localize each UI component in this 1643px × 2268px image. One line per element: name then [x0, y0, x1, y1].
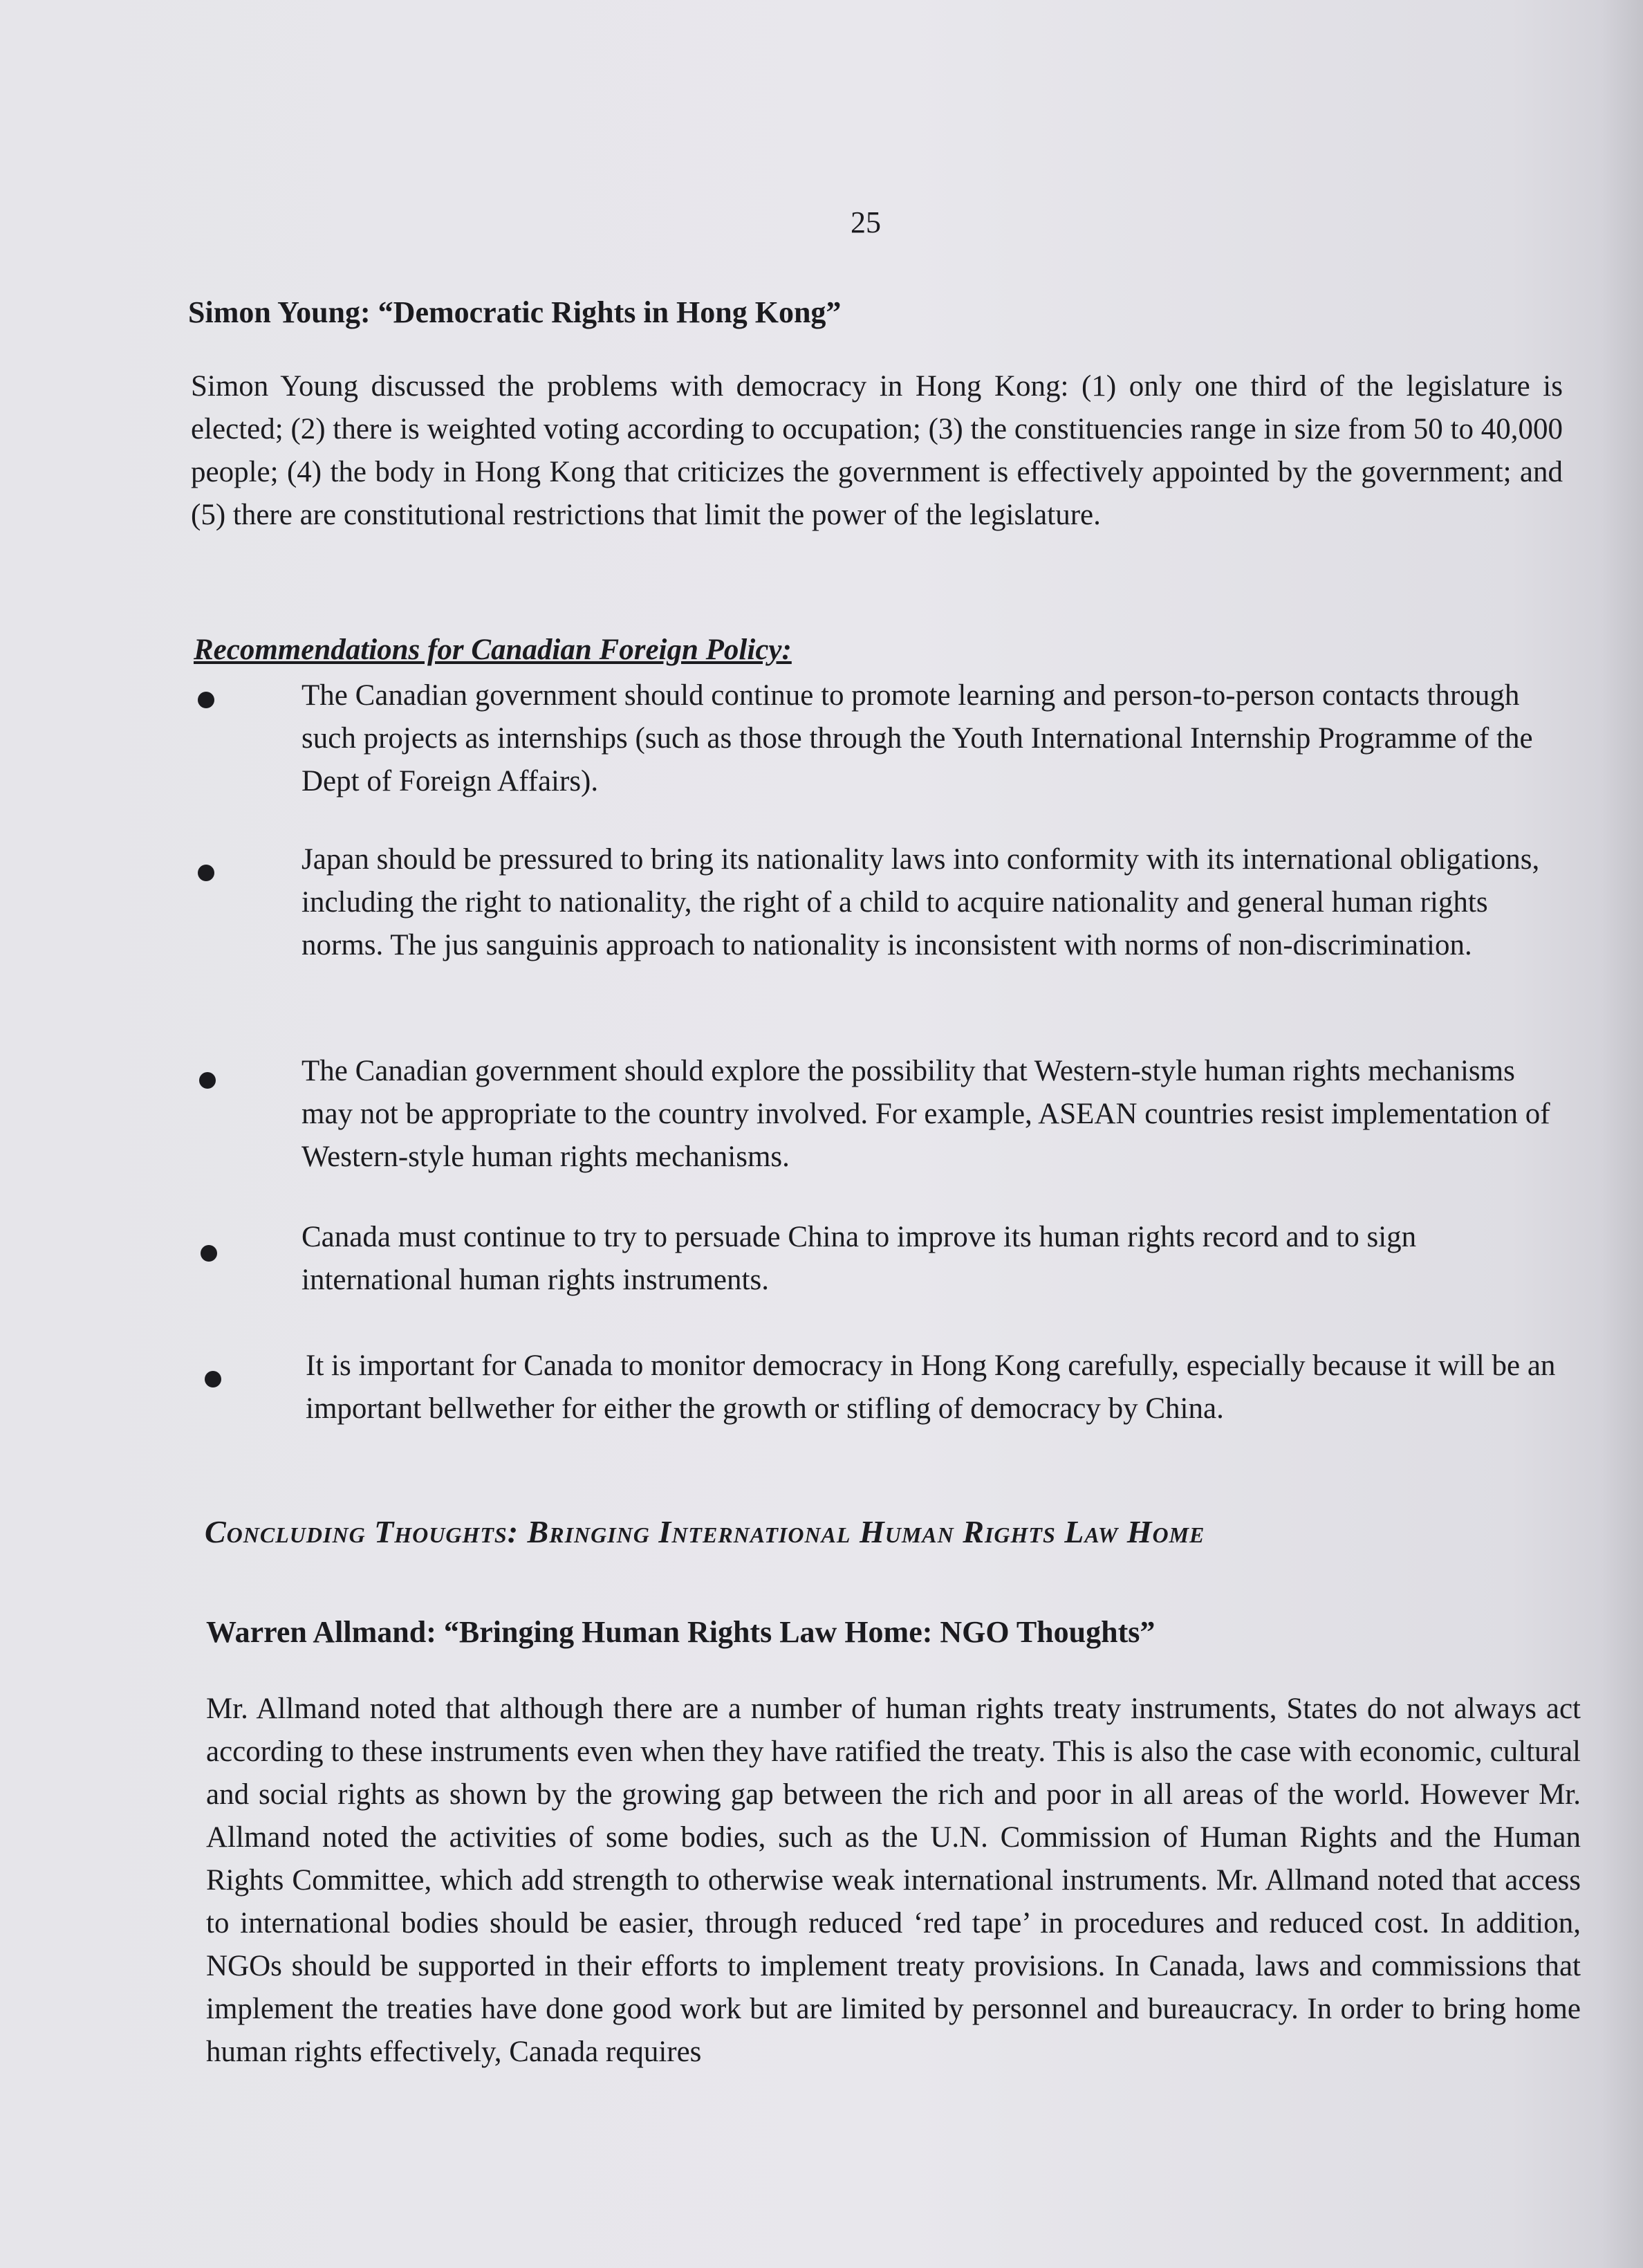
concluding-thoughts-title: Concluding Thoughts: Bringing International Human Rights Law Home [205, 1514, 1205, 1549]
section-heading-simon-young: Simon Young: “Democratic Rights in Hong Kong” [188, 295, 842, 329]
bullet-icon [199, 1072, 216, 1089]
page-edge-shadow [1602, 0, 1643, 2268]
recommendation-item-5: It is important for Canada to monitor democracy in Hong Kong carefully, especially because it will be an important bellwether for either the growth or stifling of democracy by China. [306, 1349, 1556, 1425]
recommendation-item-2: Japan should be pressured to bring its nationality laws into conformity with its international obligations, including the right to nationality, the right of a child to acquire nationality and general human rights norms. The jus sanguinis approach to nationality is inconsistent with norms of non-discrimination. [301, 843, 1540, 961]
recommendation-item-1: The Canadian government should continue to promote learning and person-to-person contacts through such projects as internships (such as those through the Youth International Internship Programme of the Dept of Foreign Affairs). [301, 679, 1533, 798]
recommendation-item-3: The Canadian government should explore the possibility that Western-style human rights mechanisms may not be appropriate to the country involved. For example, ASEAN countries resist implementation of Western-style human rights mechanisms. [301, 1055, 1550, 1173]
recommendations-heading: Recommendations for Canadian Foreign Policy: [194, 634, 792, 666]
paragraph-simon-young: Simon Young discussed the problems with democracy in Hong Kong: (1) only one third of the legislature is elected; (2) there is weighted voting according to occupation; (3) the constituencies range in size from 50 to 40,000 people; (4) the body in Hong Kong that criticizes the government is effectively appointed by the government; and (5) there are constitutional restrictions that limit the power of the legislature. [191, 370, 1563, 531]
paragraph-warren-allmand: Mr. Allmand noted that although there are a number of human rights treaty instruments, States do not always act according to these instruments even when they have ratified the treaty. This is also the case with economic, cultural and social rights as shown by the growing gap between the rich and poor in all areas of the world. However Mr. Allmand noted the activities of some bodies, such as the U.N. Commission of Human Rights and the Human Rights Committee, which add strength to otherwise weak international instruments. Mr. Allmand noted that access to international bodies should be easier, through reduced ‘red tape’ in procedures and reduced cost. In addition, NGOs should be supported in their efforts to implement treaty provisions. In Canada, laws and commissions that implement the treaties have done good work but are limited by personnel and bureaucracy. In order to bring home human rights effectively, Canada requires [206, 1693, 1581, 2068]
recommendation-item-4: Canada must continue to try to persuade China to improve its human rights record and to sign international human rights instruments. [301, 1221, 1417, 1296]
section-heading-warren-allmand: Warren Allmand: “Bringing Human Rights Law Home: NGO Thoughts” [206, 1615, 1155, 1649]
bullet-icon [198, 865, 214, 881]
bullet-icon [201, 1245, 217, 1262]
bullet-icon [205, 1371, 221, 1387]
page-number: 25 [851, 205, 881, 239]
bullet-icon [198, 692, 214, 708]
